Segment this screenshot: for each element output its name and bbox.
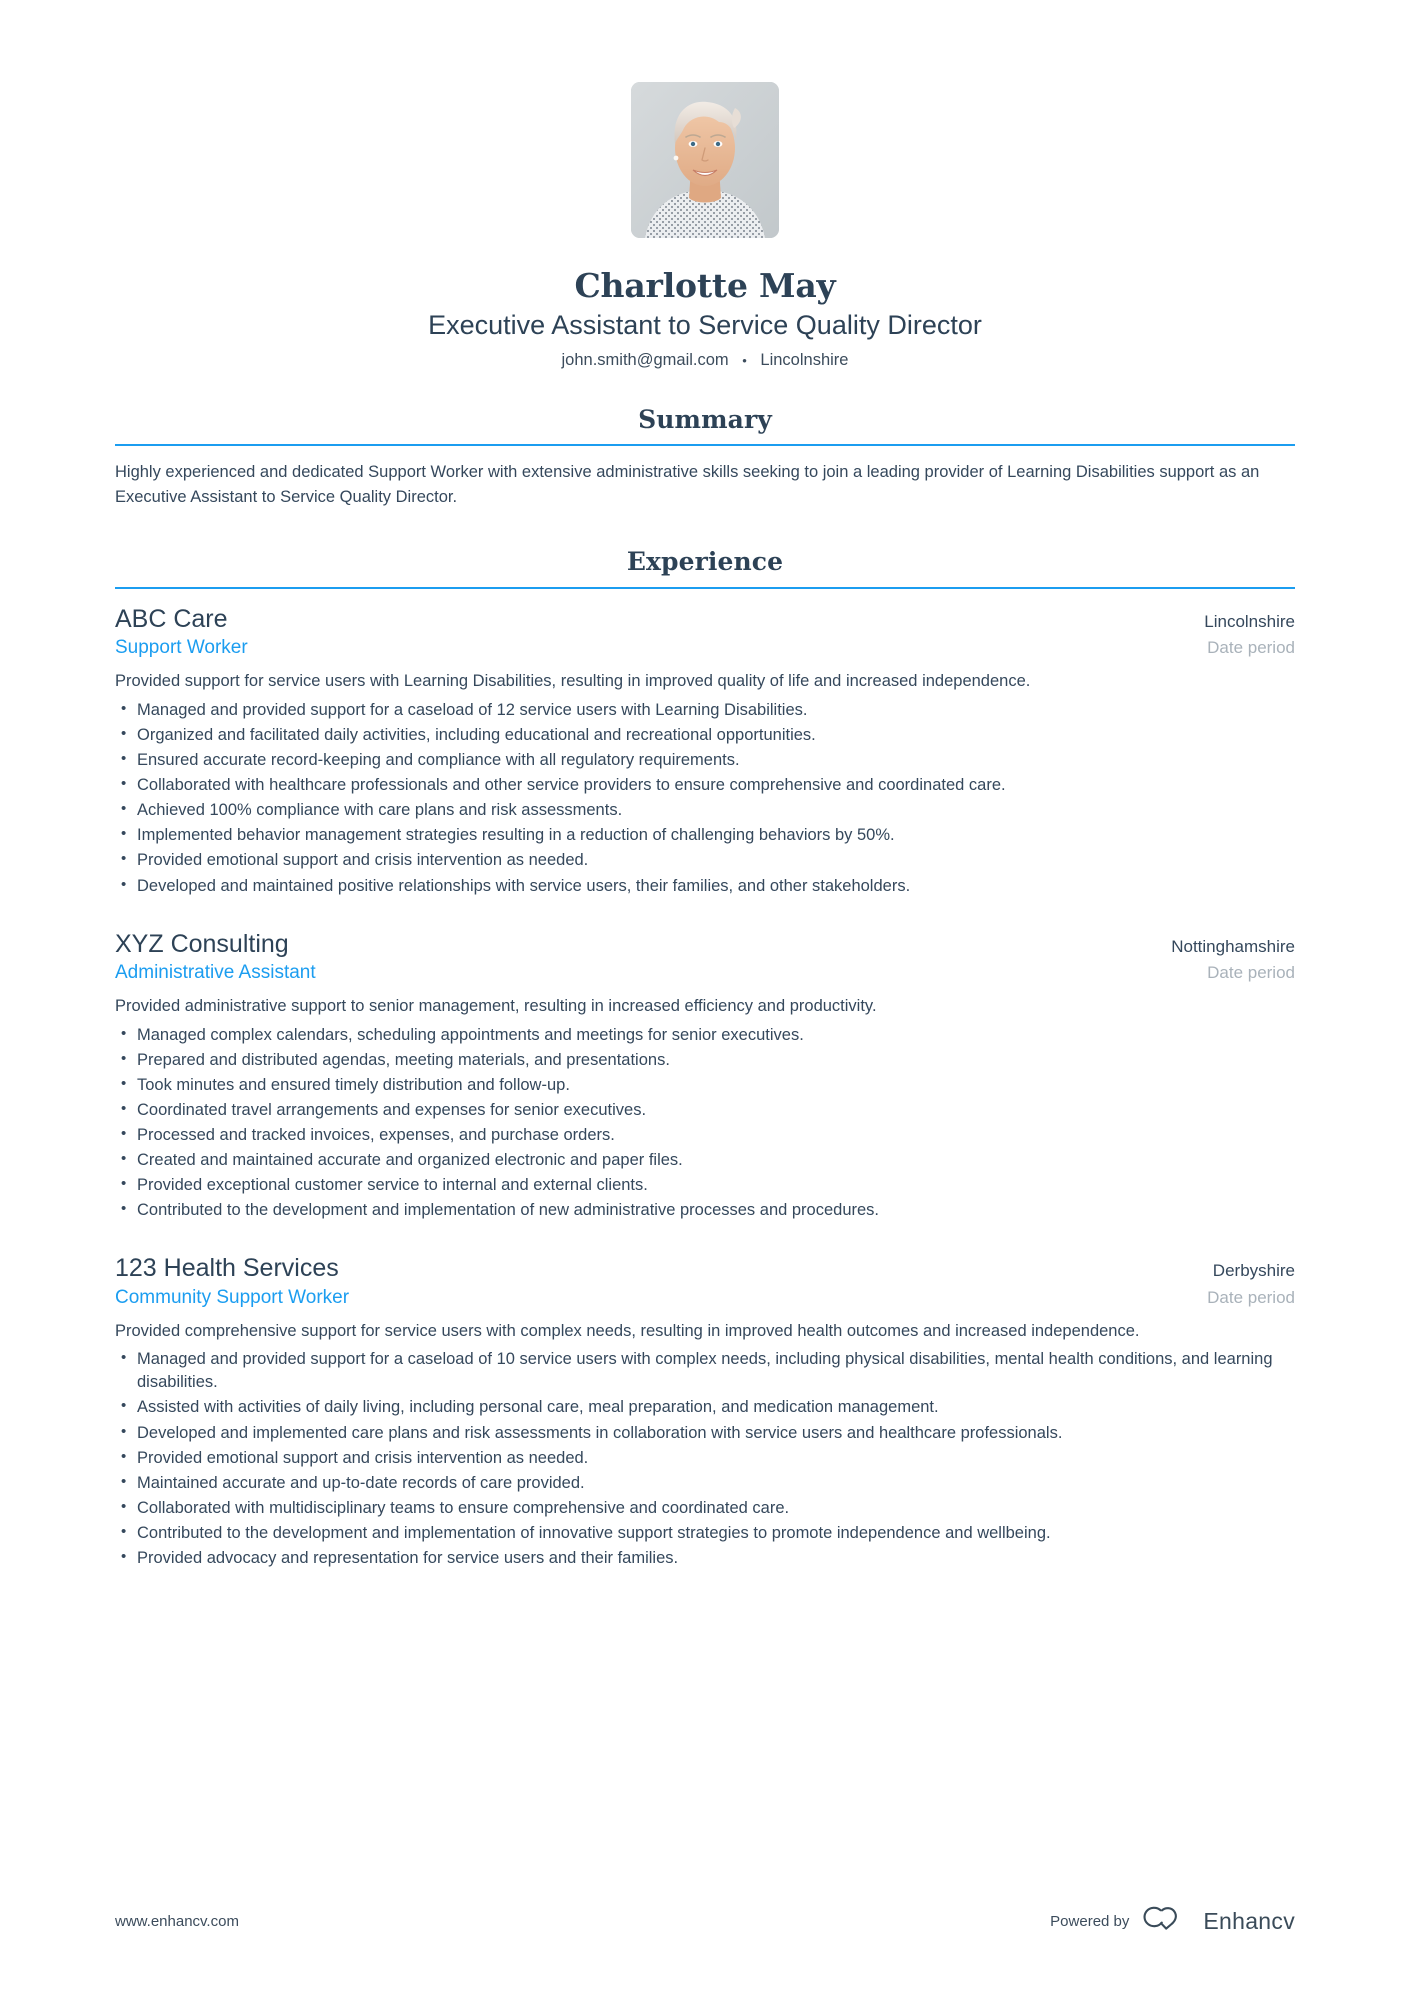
experience-entry <box>115 1252 1295 1570</box>
job-date-period: Date period <box>1207 1287 1295 1307</box>
job-position: Community Support Worker <box>115 1286 350 1308</box>
experience-entry-subheader <box>115 636 1295 661</box>
company-name: 123 Health Services <box>115 1254 339 1283</box>
job-summary: Provided administrative support to senior management, resulting in increased efficiency and productivity. <box>115 996 877 1015</box>
section-title-summary: Summary <box>638 404 772 434</box>
job-bullet-item: • Collaborated with healthcare professionals and other service providers to ensure comprehensive and coordinated care. <box>115 774 1295 797</box>
experience-entry-subheader <box>115 1286 1295 1311</box>
job-bullet-item: • Developed and implemented care plans and risk assessments in collaboration with service users and healthcare professionals. <box>115 1422 1295 1445</box>
job-bullet-item: • Provided emotional support and crisis intervention as needed. <box>115 849 1295 872</box>
job-position: Administrative Assistant <box>115 962 316 984</box>
job-bullet-item: • Collaborated with multidisciplinary teams to ensure comprehensive and coordinated care. <box>115 1497 1295 1520</box>
experience-entry-header <box>115 1252 1295 1285</box>
job-bullet-item: • Organized and facilitated daily activities, including educational and recreational opportunities. <box>115 724 1295 747</box>
job-bullet-item: • Maintained accurate and up-to-date records of care provided. <box>115 1472 1295 1495</box>
company-name: ABC Care <box>115 604 228 633</box>
footer-website-url[interactable]: www.enhancv.com <box>115 1913 239 1930</box>
job-bullet-item: • Processed and tracked invoices, expenses, and purchase orders. <box>115 1124 1295 1147</box>
job-bullet-item: • Managed and provided support for a caseload of 12 service users with Learning Disabilities. <box>115 699 1295 722</box>
job-bullet-item: • Ensured accurate record-keeping and compliance with all regulatory requirements. <box>115 749 1295 772</box>
job-bullet-item: • Took minutes and ensured timely distribution and follow-up. <box>115 1074 1295 1097</box>
job-bullet-item: • Contributed to the development and implementation of innovative support strategies to promote independence and wellbeing. <box>115 1522 1295 1545</box>
contact-location: Lincolnshire <box>760 351 849 370</box>
summary-body <box>115 460 1295 510</box>
summary-text: Highly experienced and dedicated Support Worker with extensive administrative skills seeking to join a leading provider of Learning Disabilities support as an Executive Assistant to Service Quality Director. <box>115 463 1260 507</box>
contact-separator: • <box>742 352 747 368</box>
job-bullet-item: • Managed and provided support for a caseload of 10 service users with complex needs, including physical disabilities, mental health conditions, and learning disabilities. <box>115 1348 1295 1394</box>
page-title: Charlotte May <box>574 266 836 305</box>
powered-by-label: Powered by <box>1050 1913 1130 1930</box>
job-bullet-item: • Prepared and distributed agendas, meeting materials, and presentations. <box>115 1049 1295 1072</box>
experience-entry <box>115 928 1295 1223</box>
experience-entry <box>115 603 1295 898</box>
job-bullet-item: • Contributed to the development and implementation of new administrative processes and procedures. <box>115 1199 1295 1222</box>
job-bullet-list <box>115 699 1295 898</box>
section-divider <box>115 587 1295 589</box>
job-bullet-item: • Assisted with activities of daily living, including personal care, meal preparation, and medication management. <box>115 1396 1295 1419</box>
section-title-experience: Experience <box>626 547 784 577</box>
company-location: Lincolnshire <box>1204 611 1295 631</box>
experience-entry-header <box>115 603 1295 636</box>
footer-brand <box>1050 1906 1295 1937</box>
job-date-period: Date period <box>1207 963 1295 983</box>
job-bullet-list <box>115 1024 1295 1223</box>
contact-line <box>115 350 1295 371</box>
job-bullet-item: • Developed and maintained positive relationships with service users, their families, and other stakeholders. <box>115 875 1295 898</box>
job-bullet-item: • Provided advocacy and representation for service users and their families. <box>115 1547 1295 1570</box>
page-footer <box>115 1906 1295 1937</box>
enhancv-logo-icon <box>1143 1906 1189 1937</box>
profile-photo-icon <box>631 82 779 238</box>
section-divider <box>115 444 1295 446</box>
job-bullet-item: • Provided exceptional customer service to internal and external clients. <box>115 1174 1295 1197</box>
job-date-period: Date period <box>1207 638 1295 658</box>
job-bullet-item: • Managed complex calendars, scheduling appointments and meetings for senior executives. <box>115 1024 1295 1047</box>
contact-email[interactable]: john.smith@gmail.com <box>561 351 729 370</box>
job-bullet-item: • Coordinated travel arrangements and expenses for senior executives. <box>115 1099 1295 1122</box>
company-name: XYZ Consulting <box>115 929 289 958</box>
job-summary: Provided comprehensive support for service users with complex needs, resulting in improved health outcomes and increased independence. <box>115 1321 1140 1340</box>
job-bullet-item: • Provided emotional support and crisis intervention as needed. <box>115 1447 1295 1470</box>
job-summary: Provided support for service users with Learning Disabilities, resulting in improved quality of life and increased independence. <box>115 672 1031 691</box>
job-bullet-item: • Created and maintained accurate and organized electronic and paper files. <box>115 1149 1295 1172</box>
resume-header <box>115 0 1295 372</box>
company-location: Derbyshire <box>1212 1261 1295 1281</box>
job-bullet-item: • Achieved 100% compliance with care plans and risk assessments. <box>115 799 1295 822</box>
job-bullet-list <box>115 1348 1295 1570</box>
section-summary <box>115 406 1295 511</box>
section-experience <box>115 548 1295 1570</box>
job-bullet-item: • Implemented behavior management strategies resulting in a reduction of challenging behaviors by 50%. <box>115 824 1295 847</box>
company-location: Nottinghamshire <box>1171 936 1295 956</box>
experience-body <box>115 603 1295 1570</box>
job-position: Support Worker <box>115 637 248 659</box>
experience-entry-header <box>115 928 1295 961</box>
header-job-title: Executive Assistant to Service Quality Director <box>428 310 982 341</box>
brand-name: Enhancv <box>1203 1908 1295 1934</box>
experience-entry-subheader <box>115 961 1295 986</box>
avatar <box>631 82 779 238</box>
